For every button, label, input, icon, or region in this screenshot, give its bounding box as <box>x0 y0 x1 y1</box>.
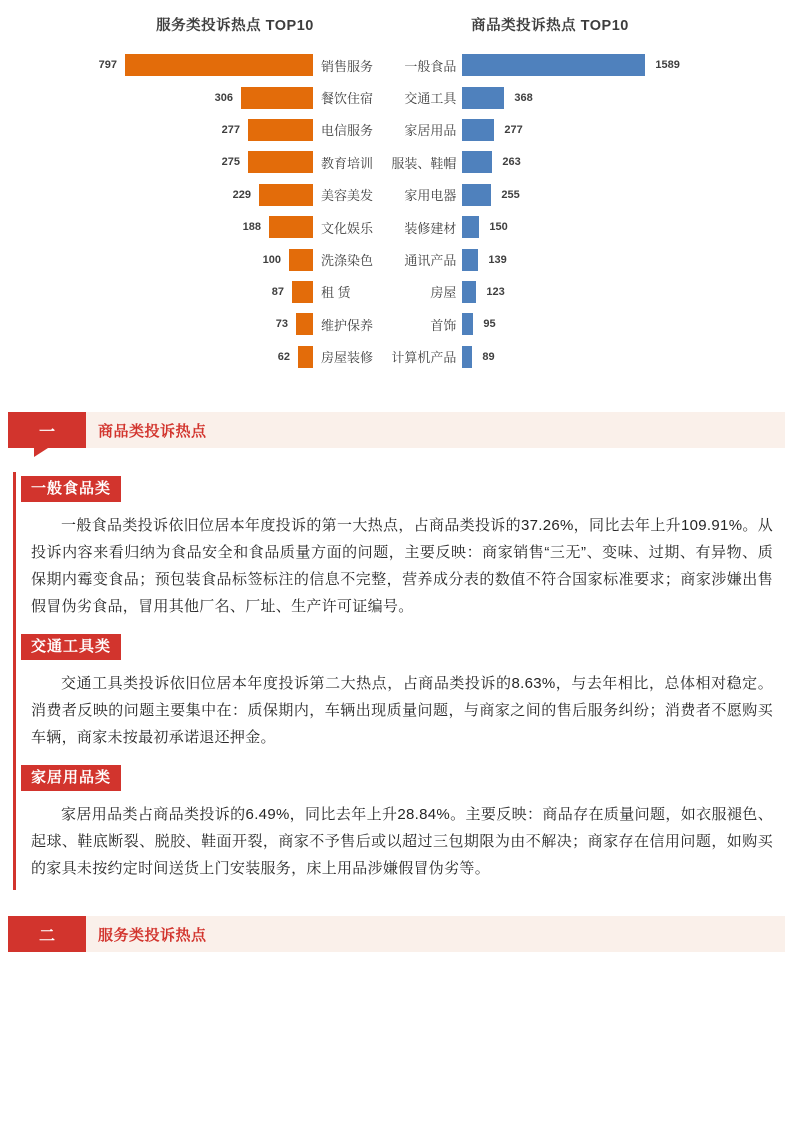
chart-bars-goods <box>385 49 715 373</box>
bar-category-label: 家用电器 <box>404 188 457 204</box>
chart-bars-service <box>0 49 400 373</box>
section-header-service <box>8 916 785 952</box>
bar-value-label: 73 <box>275 318 288 331</box>
chart-bar-row <box>385 146 715 178</box>
bar-track <box>462 119 715 141</box>
section-title: 服务类投诉热点 <box>98 926 207 944</box>
chart-bar-row <box>385 114 715 146</box>
chart-bar-row <box>0 49 400 81</box>
bar <box>462 249 478 271</box>
bar-track <box>462 281 715 303</box>
bar-value-label: 368 <box>514 91 533 104</box>
bar-value-label: 1589 <box>655 59 680 72</box>
bar-track <box>90 151 313 173</box>
bar-value-label: 255 <box>501 188 520 201</box>
bar <box>289 249 313 271</box>
bar-track <box>462 313 715 335</box>
bar-track <box>90 281 313 303</box>
bar-value-label: 95 <box>483 318 496 331</box>
bar <box>248 151 313 173</box>
bar-track <box>90 87 313 109</box>
section-number: 二 <box>38 927 55 945</box>
bar-track <box>90 249 313 271</box>
bar-category-label: 家居用品 <box>404 123 457 139</box>
chart-bar-row <box>385 81 715 113</box>
bar-category-label: 洗涤染色 <box>321 253 374 269</box>
bar <box>241 87 313 109</box>
chart-bar-row <box>385 211 715 243</box>
section-number: 一 <box>38 423 55 441</box>
section-number-badge <box>8 916 86 952</box>
chart-bar-row <box>0 276 400 308</box>
bar <box>259 184 313 206</box>
bar <box>462 216 479 238</box>
section-title: 商品类投诉热点 <box>98 422 207 440</box>
bar-category-label: 一般食品 <box>404 58 457 74</box>
bar-track <box>90 184 313 206</box>
bar-value-label: 229 <box>232 188 251 201</box>
sub-label-general-food: 一般食品类 <box>21 476 121 502</box>
chart-bar-row <box>385 341 715 373</box>
bar-track <box>462 54 715 76</box>
bar-value-label: 150 <box>489 221 508 234</box>
chart-bar-row <box>0 81 400 113</box>
bar-category-label: 房屋装修 <box>321 350 374 366</box>
bar-category-label: 首饰 <box>430 317 457 333</box>
bar-value-label: 797 <box>98 59 117 72</box>
bar-category-label: 美容美发 <box>321 188 374 204</box>
bar-track <box>462 346 715 368</box>
bar-category-label: 交通工具 <box>404 91 457 107</box>
bar-category-label: 销售服务 <box>321 58 374 74</box>
bar-track <box>90 346 313 368</box>
bar-track <box>462 151 715 173</box>
bar-value-label: 275 <box>221 156 240 169</box>
bar-value-label: 188 <box>242 221 261 234</box>
bar-track <box>90 54 313 76</box>
bar-category-label: 计算机产品 <box>391 350 457 366</box>
chart-bar-row <box>0 114 400 146</box>
sub-label-household: 家居用品类 <box>21 765 121 791</box>
bar-track <box>462 184 715 206</box>
bar-value-label: 62 <box>277 350 290 363</box>
bar <box>269 216 313 238</box>
bar <box>462 151 492 173</box>
section-goods-body <box>13 472 785 890</box>
bar-category-label: 房屋 <box>430 285 457 301</box>
bar-value-label: 277 <box>221 123 240 136</box>
chart-bar-row <box>0 179 400 211</box>
bar-track <box>462 216 715 238</box>
chart-bar-row <box>0 146 400 178</box>
bar <box>462 346 472 368</box>
chart-bar-row <box>0 211 400 243</box>
bar <box>298 346 313 368</box>
paragraph-general-food: 一般食品类投诉依旧位居本年度投诉的第一大热点，占商品类投诉的37.26%，同比去年上升109.91%。从投诉内容来看归纳为食品安全和食品质量方面的问题，主要反映：商家销售“三无”、变味、过期、有异物、质保期内霉变食品；预包装食品标签标注的信息不完整，营养成分表的数值不符合国家标准要求；商家涉嫌出售假冒伪劣食品，冒用其他厂名、厂址、生产许可证编号。 <box>31 517 773 615</box>
chart-bar-row <box>385 276 715 308</box>
bar <box>462 281 476 303</box>
chart-title-service: 服务类投诉热点 TOP10 <box>156 18 314 34</box>
bar <box>248 119 313 141</box>
bar-value-label: 139 <box>488 253 507 266</box>
bar <box>462 54 645 76</box>
bar-value-label: 277 <box>504 123 523 136</box>
chart-bar-row <box>385 179 715 211</box>
bar-track <box>462 87 715 109</box>
bar-value-label: 123 <box>486 285 505 298</box>
bar-category-label: 装修建材 <box>404 220 457 236</box>
bar-category-label: 通讯产品 <box>404 253 457 269</box>
bar-value-label: 100 <box>262 253 281 266</box>
chart-bar-row <box>0 308 400 340</box>
badge-tail-decoration <box>34 448 48 457</box>
bar-category-label: 教育培训 <box>321 155 374 171</box>
bar-value-label: 87 <box>271 285 284 298</box>
bar-category-label: 维护保养 <box>321 317 374 333</box>
goods-complaints-chart <box>385 14 715 373</box>
chart-title-goods: 商品类投诉热点 TOP10 <box>471 18 629 34</box>
bar <box>292 281 313 303</box>
bar-value-label: 306 <box>214 91 233 104</box>
section-header-goods <box>8 412 785 448</box>
bar-category-label: 服装、鞋帽 <box>391 155 457 171</box>
bar <box>462 184 491 206</box>
bar-value-label: 263 <box>502 156 521 169</box>
bar-category-label: 电信服务 <box>321 123 374 139</box>
bar <box>296 313 313 335</box>
bar-category-label: 租 赁 <box>321 285 351 301</box>
chart-bar-row <box>0 341 400 373</box>
bar-category-label: 餐饮住宿 <box>321 91 374 107</box>
bar-category-label: 文化娱乐 <box>321 220 374 236</box>
bar <box>462 313 473 335</box>
paragraph-transport: 交通工具类投诉依旧位居本年度投诉第二大热点，占商品类投诉的8.63%，与去年相比，总体相对稳定。消费者反映的问题主要集中在：质保期内，车辆出现质量问题，与商家之间的售后服务纠纷；消费者不愿购买车辆，商家未按最初承诺退还押金。 <box>31 675 773 746</box>
bar-value-label: 89 <box>482 350 495 363</box>
section-number-badge <box>8 412 86 448</box>
sub-label-transport: 交通工具类 <box>21 634 121 660</box>
bar-track <box>90 119 313 141</box>
paragraph-household: 家居用品类占商品类投诉的6.49%，同比去年上升28.84%。主要反映：商品存在质量问题，如衣服褪色、起球、鞋底断裂、脱胶、鞋面开裂，商家不予售后或以超过三包期限为由不解决；商家存在信用问题，如购买的家具未按约定时间送货上门安装服务，床上用品涉嫌假冒伪劣等。 <box>31 806 773 877</box>
chart-bar-row <box>385 49 715 81</box>
service-complaints-chart <box>0 14 400 373</box>
top-charts-area <box>0 0 793 378</box>
bar <box>462 87 504 109</box>
bar-track <box>462 249 715 271</box>
bar <box>462 119 494 141</box>
bar <box>125 54 313 76</box>
bar-track <box>90 313 313 335</box>
bar-track <box>90 216 313 238</box>
chart-bar-row <box>385 243 715 275</box>
chart-bar-row <box>385 308 715 340</box>
chart-bar-row <box>0 243 400 275</box>
